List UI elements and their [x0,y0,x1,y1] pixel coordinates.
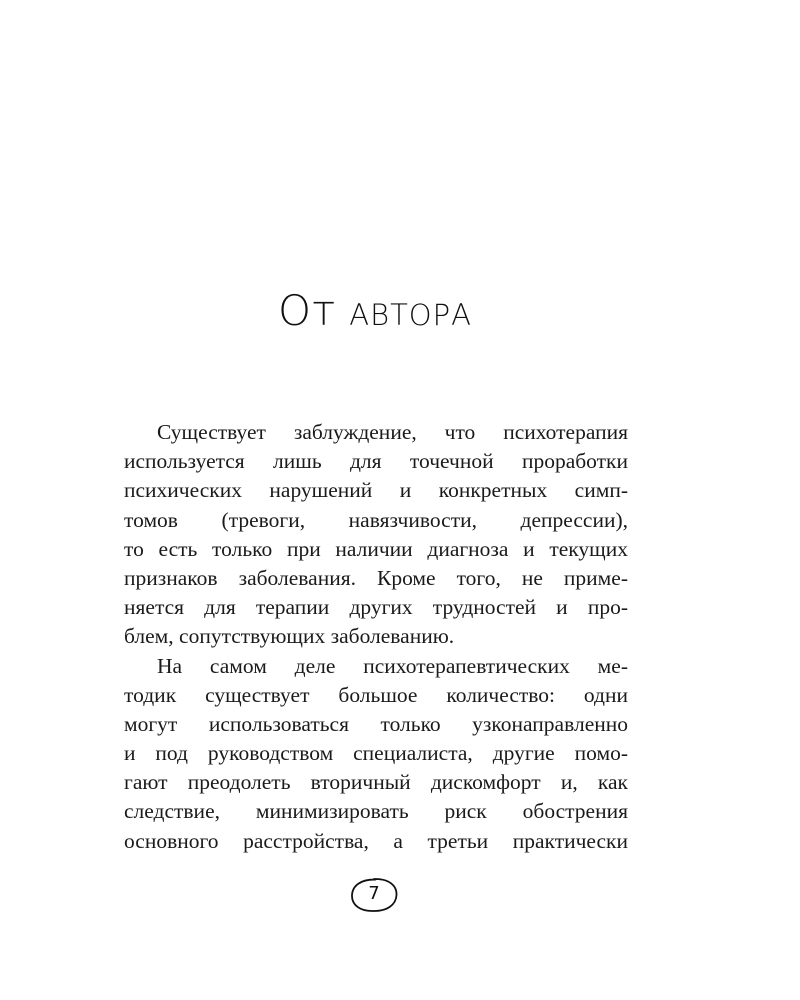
paragraph-2-line-5: гают преодолеть вторичный дискомфорт и, как [124,770,628,795]
page-number-badge [348,876,400,914]
paragraph-1-line-3: психических нарушений и конкретных симп- [124,478,628,503]
chapter-title-first-word: От [278,286,337,336]
paragraph-1-line-4: томов (тревоги, навязчивости, депрессии), [124,507,628,532]
paragraph-1-line-5: то есть только при наличии диагноза и текущих [124,536,628,561]
paragraph-2-line-3: могут использоваться только узконаправленно [124,711,628,736]
paragraph-1-line-7: няется для терапии других трудностей и про- [124,595,628,620]
chapter-title [0,287,750,336]
paragraph-2-line-6: следствие, минимизировать риск обострения [124,799,628,824]
page-number: 7 [368,883,380,904]
chapter-title-rest: автора [349,286,472,336]
paragraph-1-line-1: Существует заблуждение, что психотерапия [157,420,628,444]
paragraph-2-line-4: и под руководством специалиста, другие помо- [124,741,628,766]
paragraph-2-line-7: основного расстройства, а третьи практически [124,828,628,853]
body-text [124,418,628,856]
paragraph-2-line-2: тодик существует большое количество: одни [124,682,628,707]
paragraph-1-line-6: признаков заболевания. Кроме того, не приме- [124,565,628,590]
paragraph-1-line-2: используется лишь для точечной проработки [124,449,628,474]
paragraph-1-line-8: блем, сопутствующих заболеванию. [124,624,455,649]
paragraph-2-line-1: На самом деле психотерапевтических ме- [157,653,628,678]
